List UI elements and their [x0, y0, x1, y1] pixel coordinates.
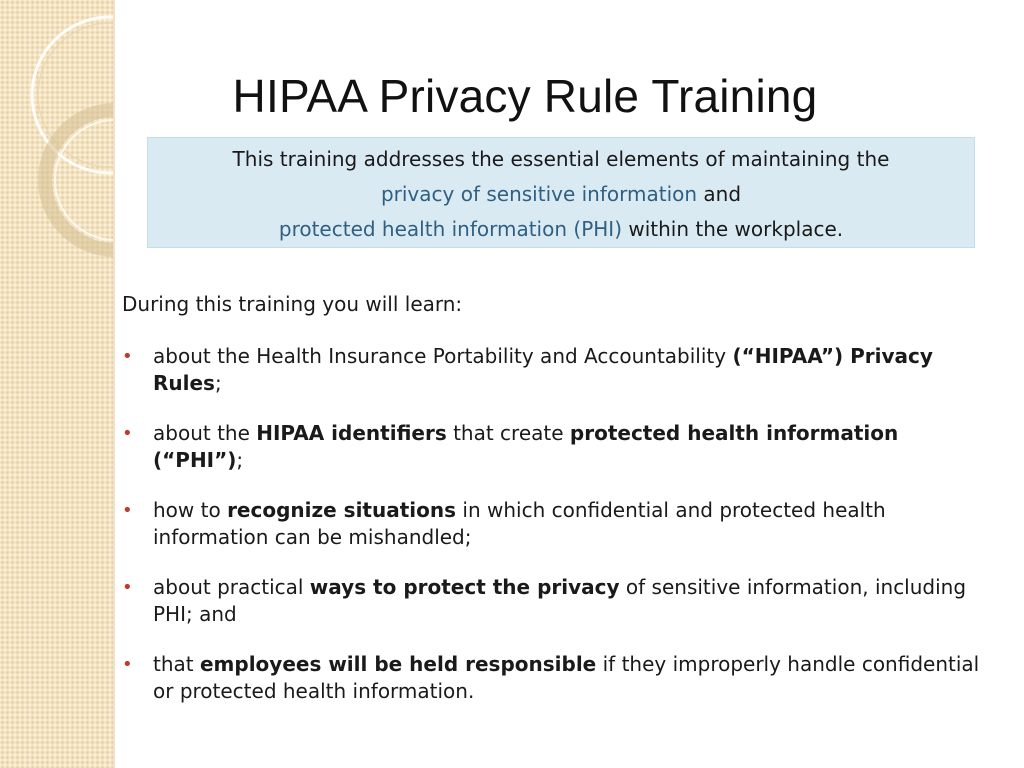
list-item [122, 574, 982, 628]
intro-highlight-phi: protected health information (PHI) [278, 217, 622, 241]
lead-text: During this training you will learn: [122, 292, 463, 316]
bullet-icon: • [122, 423, 133, 444]
intro-line-2 [148, 177, 974, 212]
item-text: in which confidential and protected health information can be mishandled; [153, 498, 886, 549]
item-text: about the [153, 421, 257, 445]
item-text: ; [214, 371, 222, 395]
item-bold: ways to protect the privacy [309, 575, 620, 599]
intro-box [147, 137, 975, 248]
list-item [122, 420, 982, 474]
item-text: about practical [153, 575, 310, 599]
intro-line-3-rest: within the workplace. [622, 217, 844, 241]
item-text: how to [153, 498, 228, 522]
intro-line-3 [148, 212, 974, 247]
item-bold: employees will be held responsible [199, 652, 597, 676]
list-item [122, 651, 982, 705]
slide-title: HIPAA Privacy Rule Training [232, 70, 818, 122]
intro-line-1: This training addresses the essential elements of maintaining the [232, 147, 890, 171]
swirl-ornament-icon [0, 0, 113, 300]
bullet-icon: • [122, 654, 133, 675]
item-bold: HIPAA identifiers [256, 421, 447, 445]
list-item [122, 497, 982, 551]
intro-highlight-privacy: privacy of sensitive information [380, 182, 698, 206]
bullet-icon: • [122, 577, 133, 598]
item-bold: recognize situations [227, 498, 457, 522]
item-text: ; [236, 448, 244, 472]
item-text: of sensitive information, including PHI; and [153, 575, 967, 626]
item-text: that [153, 652, 200, 676]
bullet-icon: • [122, 346, 133, 367]
item-text: that create [446, 421, 570, 445]
item-bold: protected health information (“PHI”) [153, 421, 899, 472]
bullet-icon: • [122, 500, 133, 521]
item-text: about the Health Insurance Portability and Accountability [153, 344, 733, 368]
intro-line-2-rest: and [697, 182, 742, 206]
item-text: if they improperly handle confidential or protected health information. [153, 652, 980, 703]
learning-objectives-list [122, 343, 982, 728]
item-bold: (“HIPAA”) Privacy Rules [153, 344, 933, 395]
list-item [122, 343, 982, 397]
